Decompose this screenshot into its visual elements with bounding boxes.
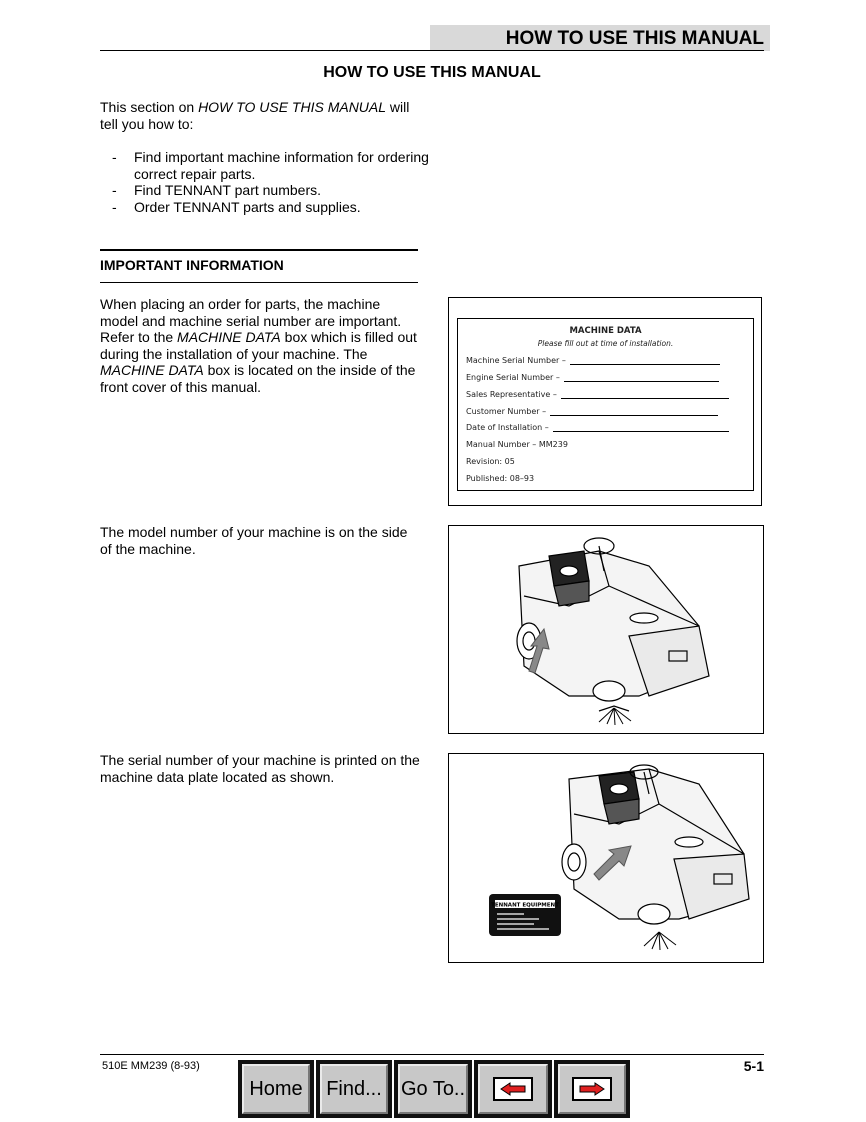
machine-data-row bbox=[466, 457, 515, 466]
fill-in-line bbox=[550, 407, 718, 416]
goto-button-label: Go To.. bbox=[398, 1064, 468, 1114]
machine-data-box bbox=[457, 318, 754, 491]
bullet-item: - Order TENNANT parts and supplies. bbox=[112, 198, 361, 215]
data-plate-text: TENNANT EQUIPMENT bbox=[491, 902, 559, 909]
machine-data-label: Manual Number – MM239 bbox=[466, 440, 568, 449]
para1-italic-2: MACHINE DATA bbox=[100, 362, 204, 378]
bullet-item: - Find TENNANT part numbers. bbox=[112, 182, 321, 198]
sweeper-drawing-with-plate bbox=[449, 754, 762, 961]
machine-data-label: Published: 08–93 bbox=[466, 474, 535, 483]
para1-text-1: When placing an order for parts, the machine model and machine serial number are important. Refer to the bbox=[100, 296, 402, 345]
machine-data-label: Date of Installation – bbox=[466, 423, 549, 432]
para1-text-2: box which is filled out during the installation of your machine. The bbox=[100, 329, 417, 362]
bullet-text: Find important machine information for ordering correct repair parts. bbox=[134, 149, 429, 182]
find-button[interactable] bbox=[316, 1060, 392, 1118]
machine-data-row bbox=[466, 423, 729, 432]
intro-lead-suffix: will tell you how to: bbox=[100, 99, 410, 132]
sweeper-drawing bbox=[449, 526, 762, 732]
section-heading: IMPORTANT INFORMATION bbox=[100, 257, 284, 273]
running-header-title: HOW TO USE THIS MANUAL bbox=[505, 28, 764, 49]
machine-data-row bbox=[466, 390, 729, 399]
bullet-item: - Find important machine information for ordering correct repair parts. bbox=[112, 149, 432, 182]
home-button[interactable] bbox=[238, 1060, 314, 1118]
previous-page-button[interactable] bbox=[474, 1060, 552, 1118]
machine-data-row bbox=[466, 440, 568, 449]
footer-rule bbox=[100, 1054, 764, 1055]
arrow-right-icon bbox=[579, 1082, 605, 1096]
home-button-label: Home bbox=[242, 1064, 310, 1114]
intro-lead-italic: HOW TO USE THIS MANUAL bbox=[198, 99, 387, 115]
next-page-button[interactable] bbox=[554, 1060, 630, 1118]
machine-data-label: Revision: 05 bbox=[466, 457, 515, 466]
intro-bullet-list bbox=[112, 149, 432, 215]
fill-in-line bbox=[561, 390, 729, 399]
machine-data-label: Sales Representative – bbox=[466, 390, 557, 399]
bullet-text: Order TENNANT parts and supplies. bbox=[134, 198, 361, 215]
machine-data-row bbox=[466, 373, 719, 382]
page-title: HOW TO USE THIS MANUAL bbox=[323, 64, 541, 81]
machine-data-row bbox=[466, 474, 534, 483]
page-number: 5-1 bbox=[743, 1058, 764, 1074]
data-plate-illustration bbox=[448, 753, 764, 963]
intro-lead-prefix: This section on bbox=[100, 99, 199, 115]
machine-data-row bbox=[466, 356, 720, 365]
machine-data-row bbox=[466, 407, 718, 416]
important-info-paragraph bbox=[100, 296, 420, 395]
section-rule-bottom bbox=[100, 282, 418, 283]
machine-data-label: Machine Serial Number – bbox=[466, 356, 566, 365]
serial-number-paragraph: The serial number of your machine is printed on the machine data plate located as shown. bbox=[100, 752, 420, 785]
fill-in-line bbox=[570, 356, 720, 365]
machine-data-label: Engine Serial Number – bbox=[466, 373, 560, 382]
machine-side-illustration bbox=[448, 525, 764, 734]
section-rule-top bbox=[100, 249, 418, 251]
para1-text-3: box is located on the inside of the front cover of this manual. bbox=[100, 362, 416, 395]
machine-data-title: MACHINE DATA bbox=[569, 326, 642, 336]
machine-data-subtitle: Please fill out at time of installation. bbox=[537, 339, 674, 348]
footer-manual-id: 510E MM239 (8‑93) bbox=[102, 1060, 200, 1072]
bullet-text: Find TENNANT part numbers. bbox=[134, 182, 321, 198]
fill-in-line bbox=[553, 423, 729, 432]
model-number-paragraph: The model number of your machine is on the side of the machine. bbox=[100, 524, 408, 557]
goto-button[interactable] bbox=[394, 1060, 472, 1118]
para1-italic-1: MACHINE DATA bbox=[177, 329, 281, 345]
header-rule bbox=[100, 50, 764, 51]
machine-data-label: Customer Number – bbox=[466, 407, 547, 416]
find-button-label: Find... bbox=[320, 1064, 388, 1114]
fill-in-line bbox=[564, 373, 719, 382]
arrow-left-icon bbox=[500, 1082, 526, 1096]
intro-paragraph bbox=[100, 99, 430, 132]
